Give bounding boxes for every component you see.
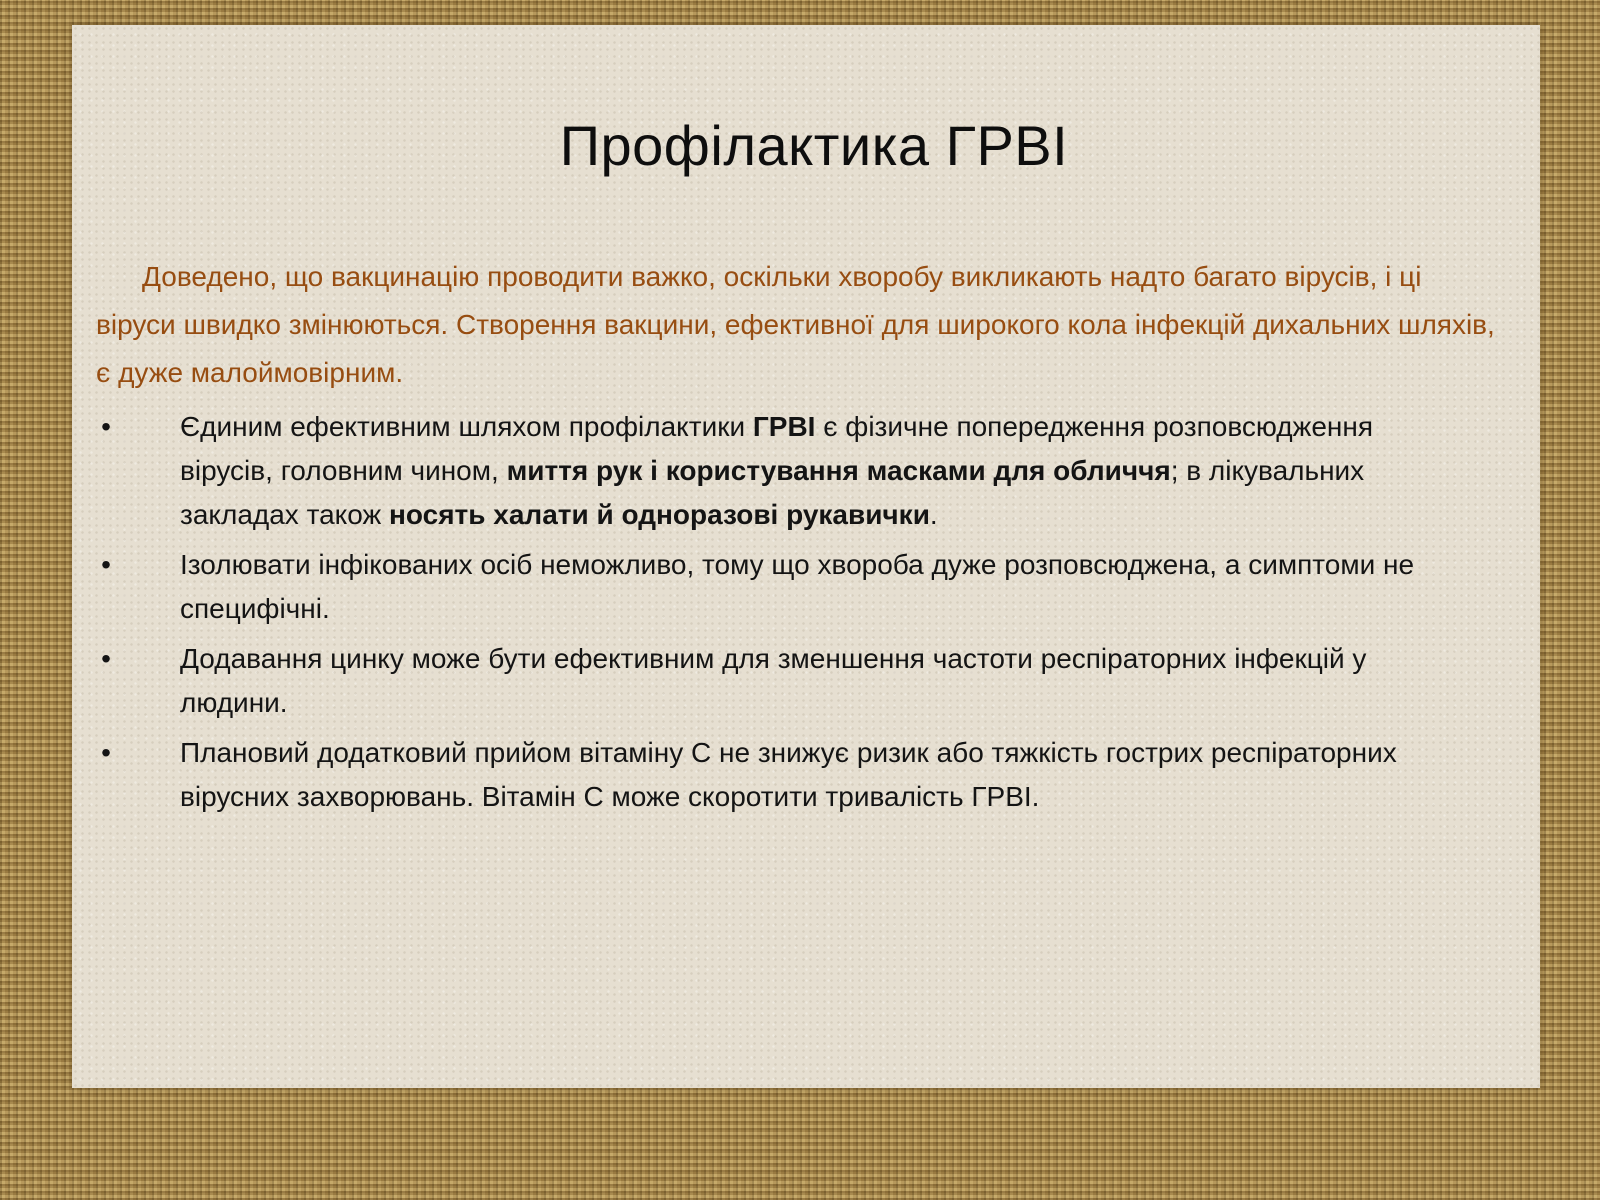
bullet-item-isolation: [96, 543, 1456, 631]
bullet-text: Ізолювати інфікованих осіб неможливо, тому що хвороба дуже розповсюджена, а симптоми не специфічні.: [180, 549, 1415, 624]
bullet-text: .: [929, 499, 938, 530]
bullet-text: Єдиним ефективним шляхом профілактики: [180, 411, 753, 442]
bullet-text: ; в лікувальних закладах також: [180, 455, 1365, 530]
bullet-marker: •: [101, 737, 111, 768]
slide-title: Профілактика ГРВІ: [559, 114, 1069, 177]
bullet-marker: •: [101, 549, 111, 580]
bullet-item-prevention: [96, 405, 1456, 537]
slide-canvas: [72, 25, 1540, 1088]
bullet-text: є фізичне попередження розповсюдження вірусів, головним чином,: [180, 411, 1374, 486]
bullet-list: [96, 405, 1456, 825]
bullet-text: Додавання цинку може бути ефективним для зменшення частоти респіраторних інфекцій у людини.: [180, 643, 1367, 718]
intro-paragraph: Доведено, що вакцинацію проводити важко, оскільки хворобу викликають надто багато вірусів, і ці віруси швидко змінюються. Створення вакцини, ефективної для широкого кола інфекцій дихальних шляхів, є дуже малоймовірним.: [96, 261, 1495, 388]
bullet-bold-text: ГРВІ: [752, 411, 816, 442]
bullet-item-vitamin-c: [96, 731, 1456, 819]
bullet-marker: •: [101, 643, 111, 674]
bullet-marker: •: [101, 411, 111, 442]
bullet-bold-text: носять халати й одноразові рукавички: [389, 499, 930, 530]
bullet-bold-text: миття рук і користування масками для обличчя: [506, 455, 1171, 486]
bullet-text: Плановий додатковий прийом вітаміну С не знижує ризик або тяжкість гострих респіраторних вірусних захворювань. Вітамін С може скоротити тривалість ГРВІ.: [180, 737, 1397, 812]
bullet-item-zinc: [96, 637, 1456, 725]
